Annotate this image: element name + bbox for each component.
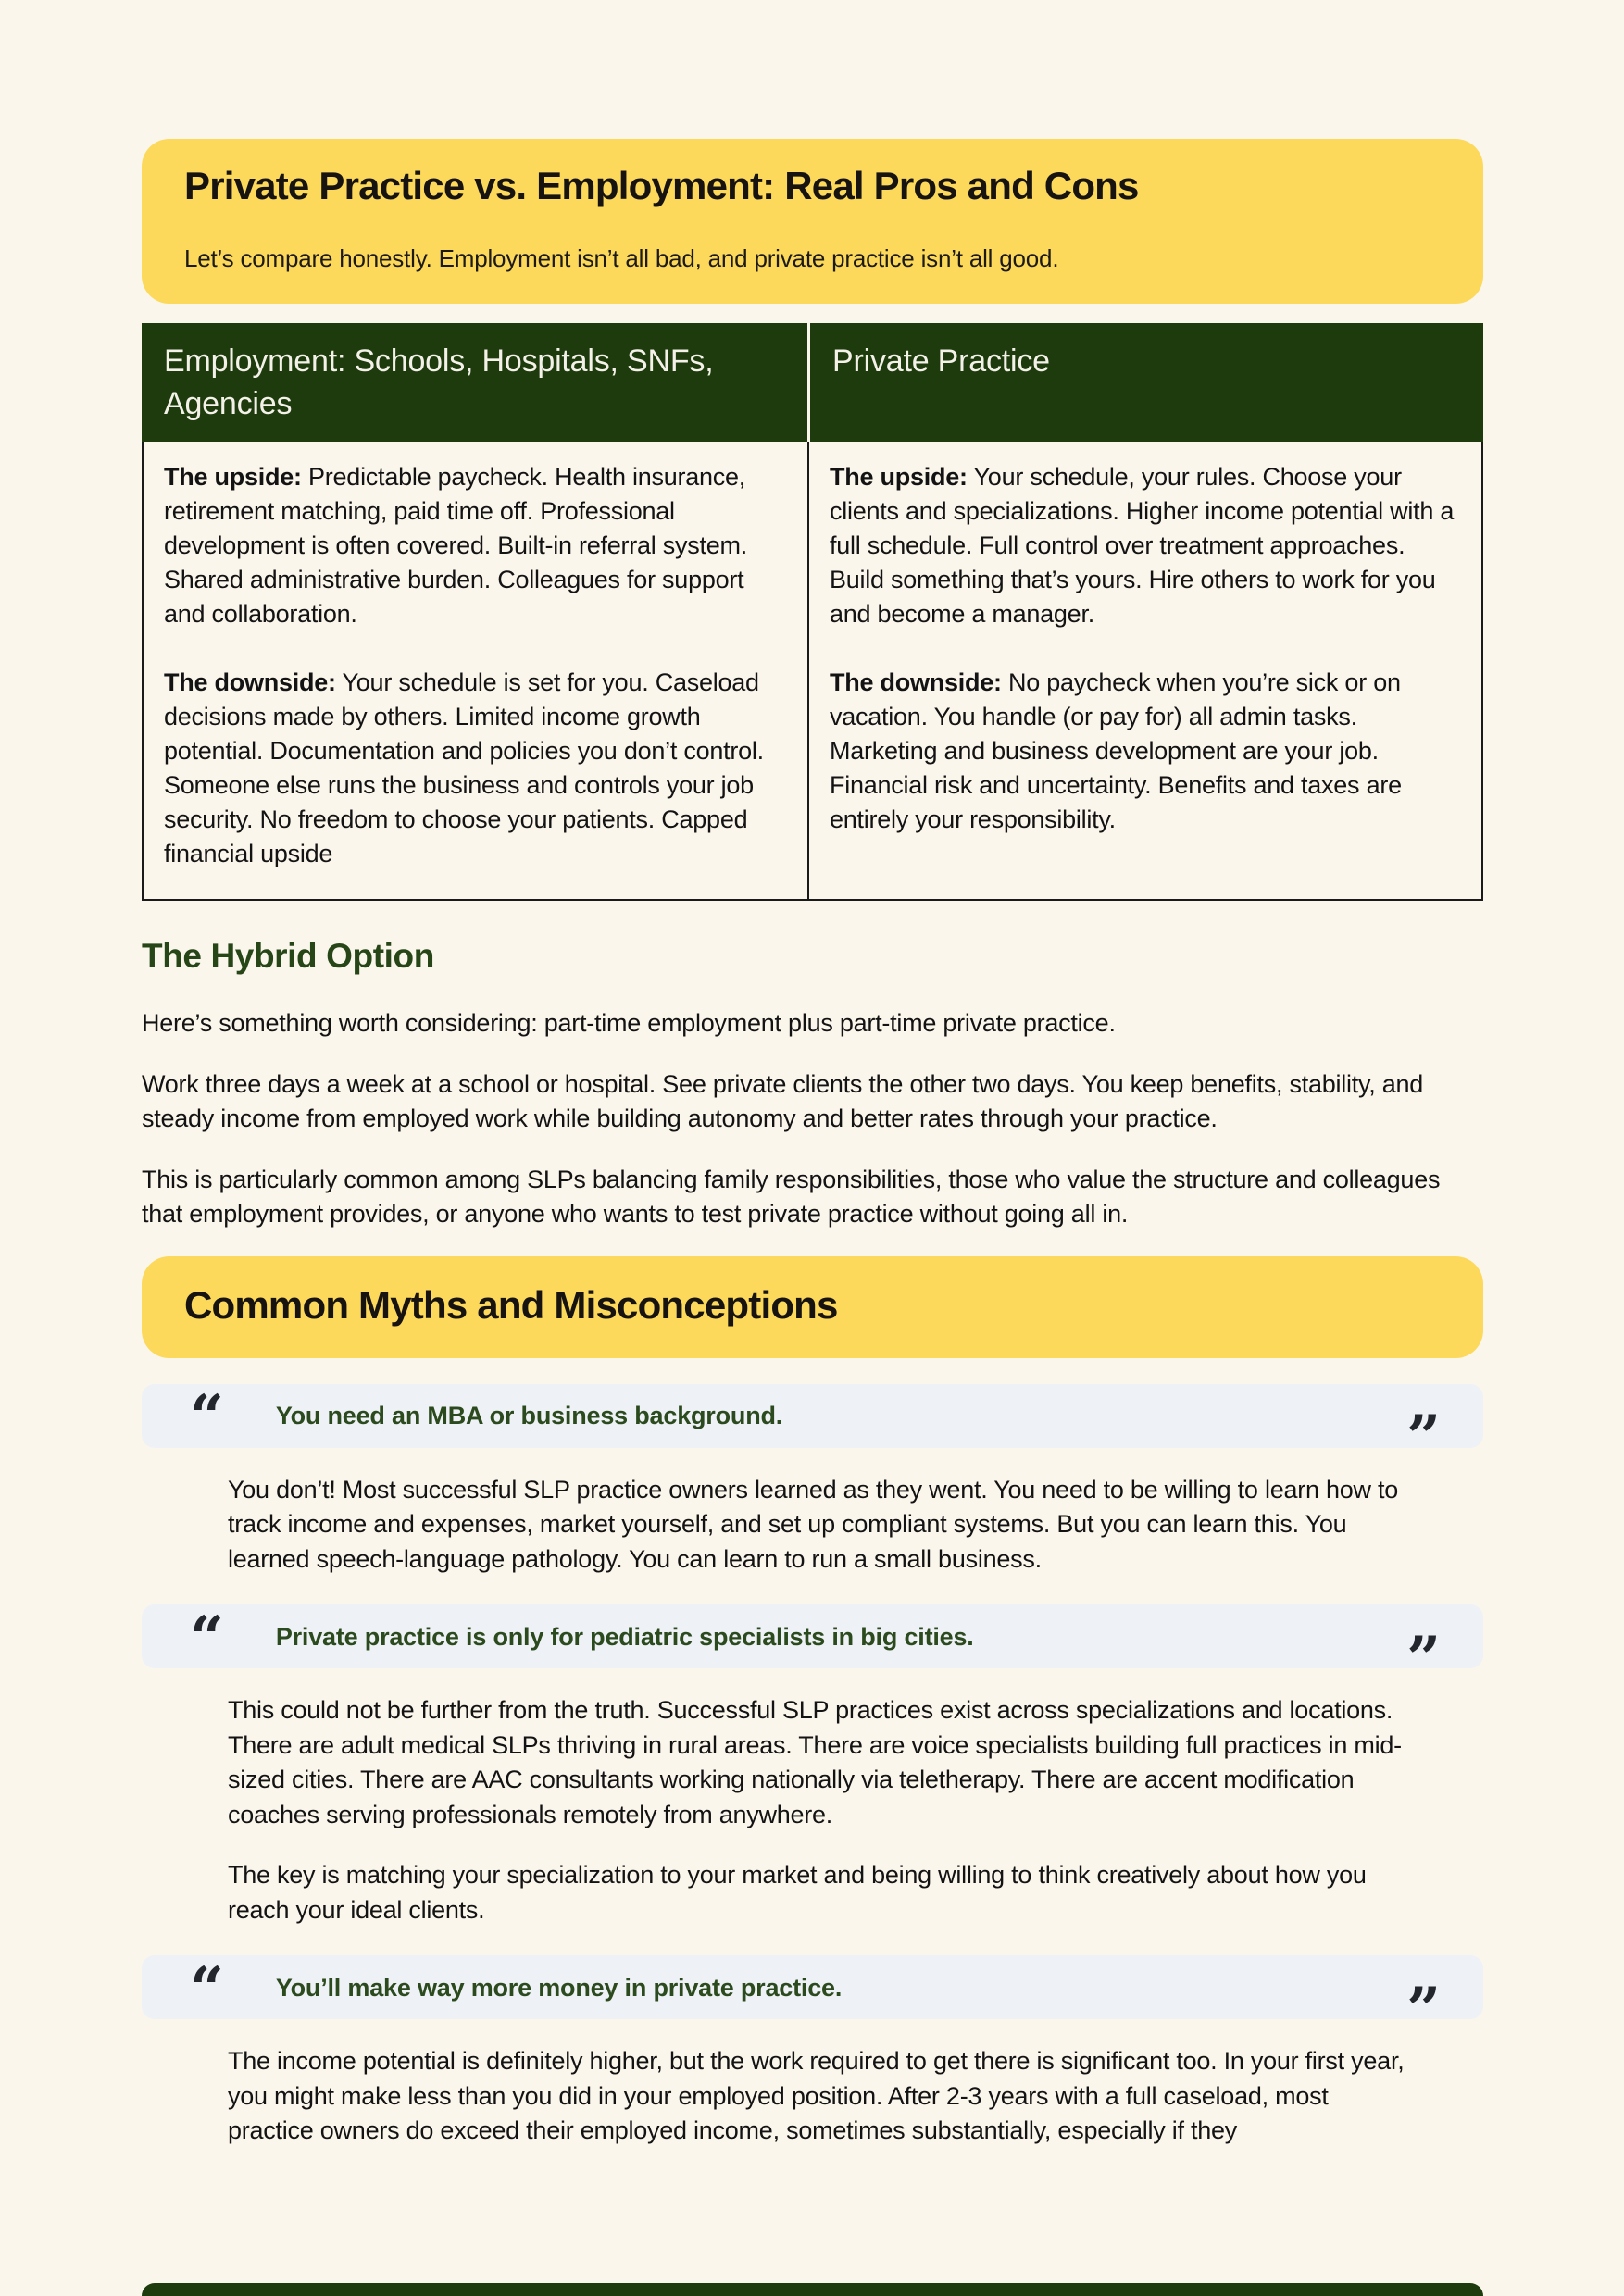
- myth-title-3: You’ll make way more money in private practice.: [275, 1973, 843, 2002]
- myth-quote-bar-2: [142, 1603, 1483, 1693]
- page-title: Private Practice vs. Employment: Real Pros and Cons: [184, 164, 1139, 207]
- upside-text: Your schedule, your rules. Choose your clients and specializations. Higher income potential with a full schedule. Full control over treatment approaches. Build something that’s yours. Hire others to work for you and become a manager.: [830, 463, 1455, 628]
- upside-label: The upside:: [164, 463, 302, 491]
- column-header-private-practice: Private Practice: [810, 323, 1483, 442]
- myth-answer-paragraph: The key is matching your specialization to your market and being willing to think creatively about how you reach your ideal clients.: [228, 1861, 1367, 1924]
- private-practice-downside: [830, 666, 1457, 837]
- comparison-table: [142, 323, 1483, 901]
- hybrid-paragraph-3: This is particularly common among SLPs balancing family responsibilities, those who value the structure and colleagues that employment provides, or anyone who wants to test private practice without going all in.: [142, 1165, 1441, 1228]
- myth-answer-paragraph: The income potential is definitely higher, but the work required to get there is significant too. In your first year, you might make less than you did in your employed position. After 2-3 years with a full caseload, most practice owners do exceed their employed income, sometimes substantially, especially if they: [228, 2047, 1405, 2144]
- myth-answer-3: [228, 2044, 1417, 2149]
- hybrid-paragraph-2: Work three days a week at a school or hospital. See private clients the other two days. You keep benefits, stability, and steady income from employed work while building autonomy and better rates through your practice.: [142, 1069, 1424, 1132]
- comparison-table-body-row: [142, 442, 1483, 901]
- hybrid-option-heading: The Hybrid Option: [142, 937, 434, 975]
- myths-banner: [142, 1256, 1483, 1358]
- open-quote-icon: “: [190, 1382, 224, 1452]
- upside-text: Predictable paycheck. Health insurance, retirement matching, paid time off. Professional development is often covered. Built-in referral system. Shared administrative burden. Colleagues for support and collaboration.: [164, 463, 748, 628]
- employment-cell: [144, 442, 809, 899]
- next-section-banner-peek: [142, 2283, 1483, 2296]
- private-practice-cell: [809, 442, 1481, 899]
- myth-quote-bar-1: [142, 1382, 1483, 1472]
- myth-answer-paragraph: This could not be further from the truth. Successful SLP practices exist across specializations and locations. There are adult medical SLPs thriving in rural areas. There are voice specialists building full practices in mid-sized cities. There are AAC consultants working nationally via teletherapy. There are accent modification coaches serving professionals remotely from anywhere.: [228, 1696, 1402, 1828]
- intro-banner: [142, 139, 1483, 304]
- myth-title-2: Private practice is only for pediatric specialists in big cities.: [275, 1622, 974, 1651]
- employment-downside: [164, 666, 783, 871]
- column-header-employment: Employment: Schools, Hospitals, SNFs, Agencies: [142, 323, 807, 442]
- myth-quote-bar-3: [142, 1953, 1483, 2044]
- hybrid-paragraph-1: Here’s something worth considering: part-time employment plus part-time private practice.: [142, 1009, 1116, 1037]
- upside-label: The upside:: [830, 463, 968, 491]
- downside-text: No paycheck when you’re sick or on vacation. You handle (or pay for) all admin tasks. Marketing and business development are your job. Financial risk and uncertainty. Benefits and taxes are entirely your responsibility.: [830, 668, 1402, 833]
- close-quote-icon: ”: [1406, 1623, 1441, 1693]
- myths-heading: Common Myths and Misconceptions: [184, 1282, 838, 1327]
- downside-label: The downside:: [164, 668, 336, 696]
- downside-label: The downside:: [830, 668, 1002, 696]
- intro-subtitle: Let’s compare honestly. Employment isn’t all bad, and private practice isn’t all good.: [184, 244, 1059, 272]
- open-quote-icon: “: [190, 1953, 224, 2024]
- close-quote-icon: ”: [1406, 1403, 1441, 1472]
- myth-answer-paragraph: You don’t! Most successful SLP practice owners learned as they went. You need to be willing to learn how to track income and expenses, market yourself, and set up compliant systems. But you can learn this. You learned speech-language pathology. You can learn to run a small business.: [228, 1475, 1399, 1573]
- close-quote-icon: ”: [1406, 1974, 1441, 2044]
- employment-upside: [164, 460, 783, 631]
- myth-answer-1: [228, 1473, 1417, 1578]
- open-quote-icon: “: [190, 1603, 224, 1673]
- downside-text: Your schedule is set for you. Caseload decisions made by others. Limited income growth potential. Documentation and policies you don’t control. Someone else runs the business and controls your job security. No freedom to choose your patients. Capped financial upside: [164, 668, 764, 867]
- myth-answer-2: [228, 1693, 1417, 1928]
- comparison-table-header-row: [142, 323, 1483, 442]
- myth-title-1: You need an MBA or business background.: [275, 1402, 783, 1429]
- private-practice-upside: [830, 460, 1457, 631]
